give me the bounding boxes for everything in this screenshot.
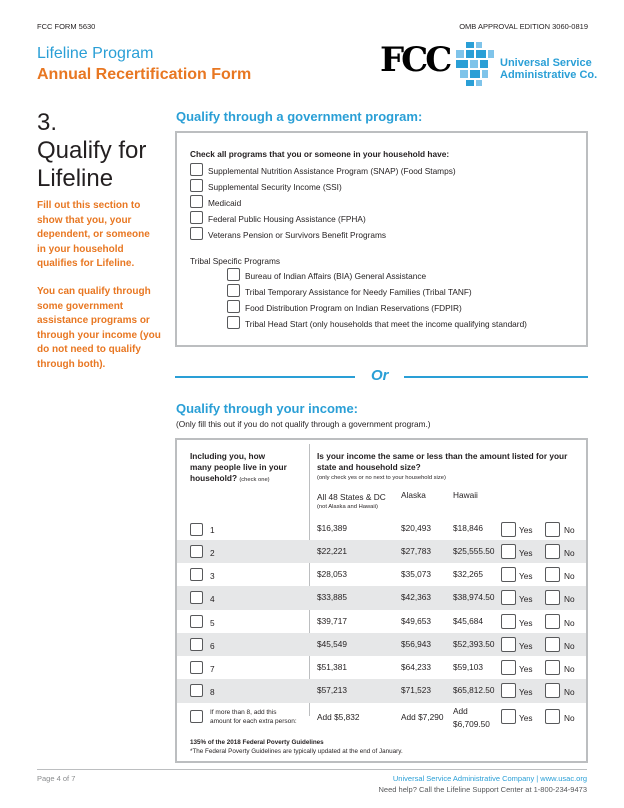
tribal-program-label: Tribal Head Start (only households that meet the income qualifying standard) (245, 319, 527, 329)
yes-checkbox[interactable] (501, 683, 516, 698)
section-instructions-2: You can qualify through some government assistance programs or through your income (you do not need to qualify through both). (37, 286, 161, 370)
no-checkbox[interactable] (545, 660, 560, 675)
poverty-update-note: *The Federal Poverty Guidelines are typically updated at the end of January. (190, 748, 403, 755)
extra-person-label: If more than 8, add this amount for each extra person: (210, 709, 297, 725)
household-size-checkbox[interactable] (190, 523, 203, 536)
yes-checkbox[interactable] (501, 709, 516, 724)
household-size-checkbox[interactable] (190, 591, 203, 604)
section-heading-line2: Lifeline (37, 165, 114, 192)
tribal-checkbox-fdpir[interactable] (227, 300, 240, 313)
form-title: Annual Recertification Form (37, 66, 252, 83)
omb-approval: OMB APPROVAL EDITION 3060-0819 (459, 22, 588, 31)
tribal-heading: Tribal Specific Programs (190, 256, 281, 266)
program-label: Medicaid (208, 198, 242, 208)
page-number: Page 4 of 7 (37, 774, 76, 783)
income-question: Is your income the same or less than the amount listed for your state and household size? (only check yes or no next to your household size) (317, 451, 568, 481)
no-checkbox[interactable] (545, 709, 560, 724)
no-checkbox[interactable] (545, 614, 560, 629)
no-checkbox[interactable] (545, 567, 560, 582)
government-heading: Qualify through a government program: (176, 109, 423, 124)
household-size-checkbox[interactable] (190, 615, 203, 628)
program-title: Lifeline Program (37, 45, 154, 62)
household-size-checkbox[interactable] (190, 684, 203, 697)
yes-checkbox[interactable] (501, 567, 516, 582)
state-header-hawaii: Hawaii (453, 490, 478, 500)
tribal-program-label: Tribal Temporary Assistance for Needy Families (Tribal TANF) (245, 287, 472, 297)
income-heading: Qualify through your income: (176, 401, 359, 416)
section-heading-line1: Qualify for (37, 137, 147, 164)
usac-name-line2: Administrative Co. (500, 69, 598, 81)
program-checkbox-ssi[interactable] (190, 179, 203, 192)
yes-checkbox[interactable] (501, 544, 516, 559)
tribal-checkbox-tanf[interactable] (227, 284, 240, 297)
fcc-logo: FCC (380, 40, 450, 80)
household-size-checkbox[interactable] (190, 638, 203, 651)
tribal-program-label: Food Distribution Program on Indian Reservations (FDPIR) (245, 303, 462, 313)
state-header-48: All 48 States & DC (317, 492, 386, 502)
yes-checkbox[interactable] (501, 637, 516, 652)
no-checkbox[interactable] (545, 637, 560, 652)
program-label: Supplemental Nutrition Assistance Program (SNAP) (Food Stamps) (208, 166, 456, 176)
table-row-extra: If more than 8, add this amount for each extra person: Add $5,832 Add $7,290 Add $6,709.50 Yes No (177, 703, 586, 731)
income-subheading: (Only fill this out if you do not qualify through a government program.) (176, 419, 431, 429)
or-divider-right (404, 376, 588, 378)
household-question: Including you, how many people live in your household? (check one) (190, 451, 287, 483)
tribal-checkbox-headstart[interactable] (227, 316, 240, 329)
table-row: 8 $57,213 $71,523 $65,812.50 Yes No (177, 679, 586, 703)
table-row: 3 $28,053 $35,073 $32,265 Yes No (177, 563, 586, 586)
yes-checkbox[interactable] (501, 522, 516, 537)
state-header-alaska: Alaska (401, 490, 426, 500)
usac-name-line1: Universal Service (500, 57, 592, 69)
section-instructions: Fill out this section to show that you, your dependent, or someone in your household qualifies for Lifeline. (37, 200, 150, 269)
program-label: Veterans Pension or Survivors Benefit Programs (208, 230, 387, 240)
footer-divider (37, 769, 587, 770)
no-checkbox[interactable] (545, 683, 560, 698)
form-id: FCC FORM 5630 (37, 22, 96, 31)
program-checkbox-snap[interactable] (190, 163, 203, 176)
yes-checkbox[interactable] (501, 590, 516, 605)
household-size-checkbox[interactable] (190, 710, 203, 723)
no-checkbox[interactable] (545, 544, 560, 559)
program-checkbox-medicaid[interactable] (190, 195, 203, 208)
section-number: 3. (37, 109, 58, 136)
no-checkbox[interactable] (545, 590, 560, 605)
no-checkbox[interactable] (545, 522, 560, 537)
household-size-checkbox[interactable] (190, 661, 203, 674)
tribal-checkbox-bia[interactable] (227, 268, 240, 281)
table-row: 7 $51,381 $64,233 $59,103 Yes No (177, 656, 586, 679)
table-row: 2 $22,221 $27,783 $25,555.50 Yes No (177, 540, 586, 563)
table-row: 5 $39,717 $49,653 $45,684 Yes No (177, 610, 586, 633)
program-label: Supplemental Security Income (SSI) (208, 182, 342, 192)
poverty-guideline-note: 135% of the 2018 Federal Poverty Guidelines (190, 739, 324, 746)
program-label: Federal Public Housing Assistance (FPHA) (208, 214, 366, 224)
yes-checkbox[interactable] (501, 660, 516, 675)
usac-logo-icon (456, 42, 496, 86)
or-label: Or (371, 367, 389, 384)
footer-company-link[interactable]: Universal Service Administrative Company | www.usac.org (392, 774, 587, 783)
table-row: 1 $16,389 $20,493 $18,846 Yes No (177, 518, 586, 540)
program-checkbox-fpha[interactable] (190, 211, 203, 224)
government-prompt: Check all programs that you or someone in your household have: (190, 149, 450, 159)
yes-checkbox[interactable] (501, 614, 516, 629)
household-size-checkbox[interactable] (190, 545, 203, 558)
household-size-checkbox[interactable] (190, 568, 203, 581)
tribal-program-label: Bureau of Indian Affairs (BIA) General Assistance (245, 271, 427, 281)
footer-help: Need help? Call the Lifeline Support Center at 1-800-234-9473 (378, 785, 587, 794)
state-note: (not Alaska and Hawaii) (317, 504, 378, 510)
program-checkbox-veterans[interactable] (190, 227, 203, 240)
table-row: 6 $45,549 $56,943 $52,393.50 Yes No (177, 633, 586, 656)
or-divider-left (175, 376, 355, 378)
table-row: 4 $33,885 $42,363 $38,974.50 Yes No (177, 586, 586, 610)
